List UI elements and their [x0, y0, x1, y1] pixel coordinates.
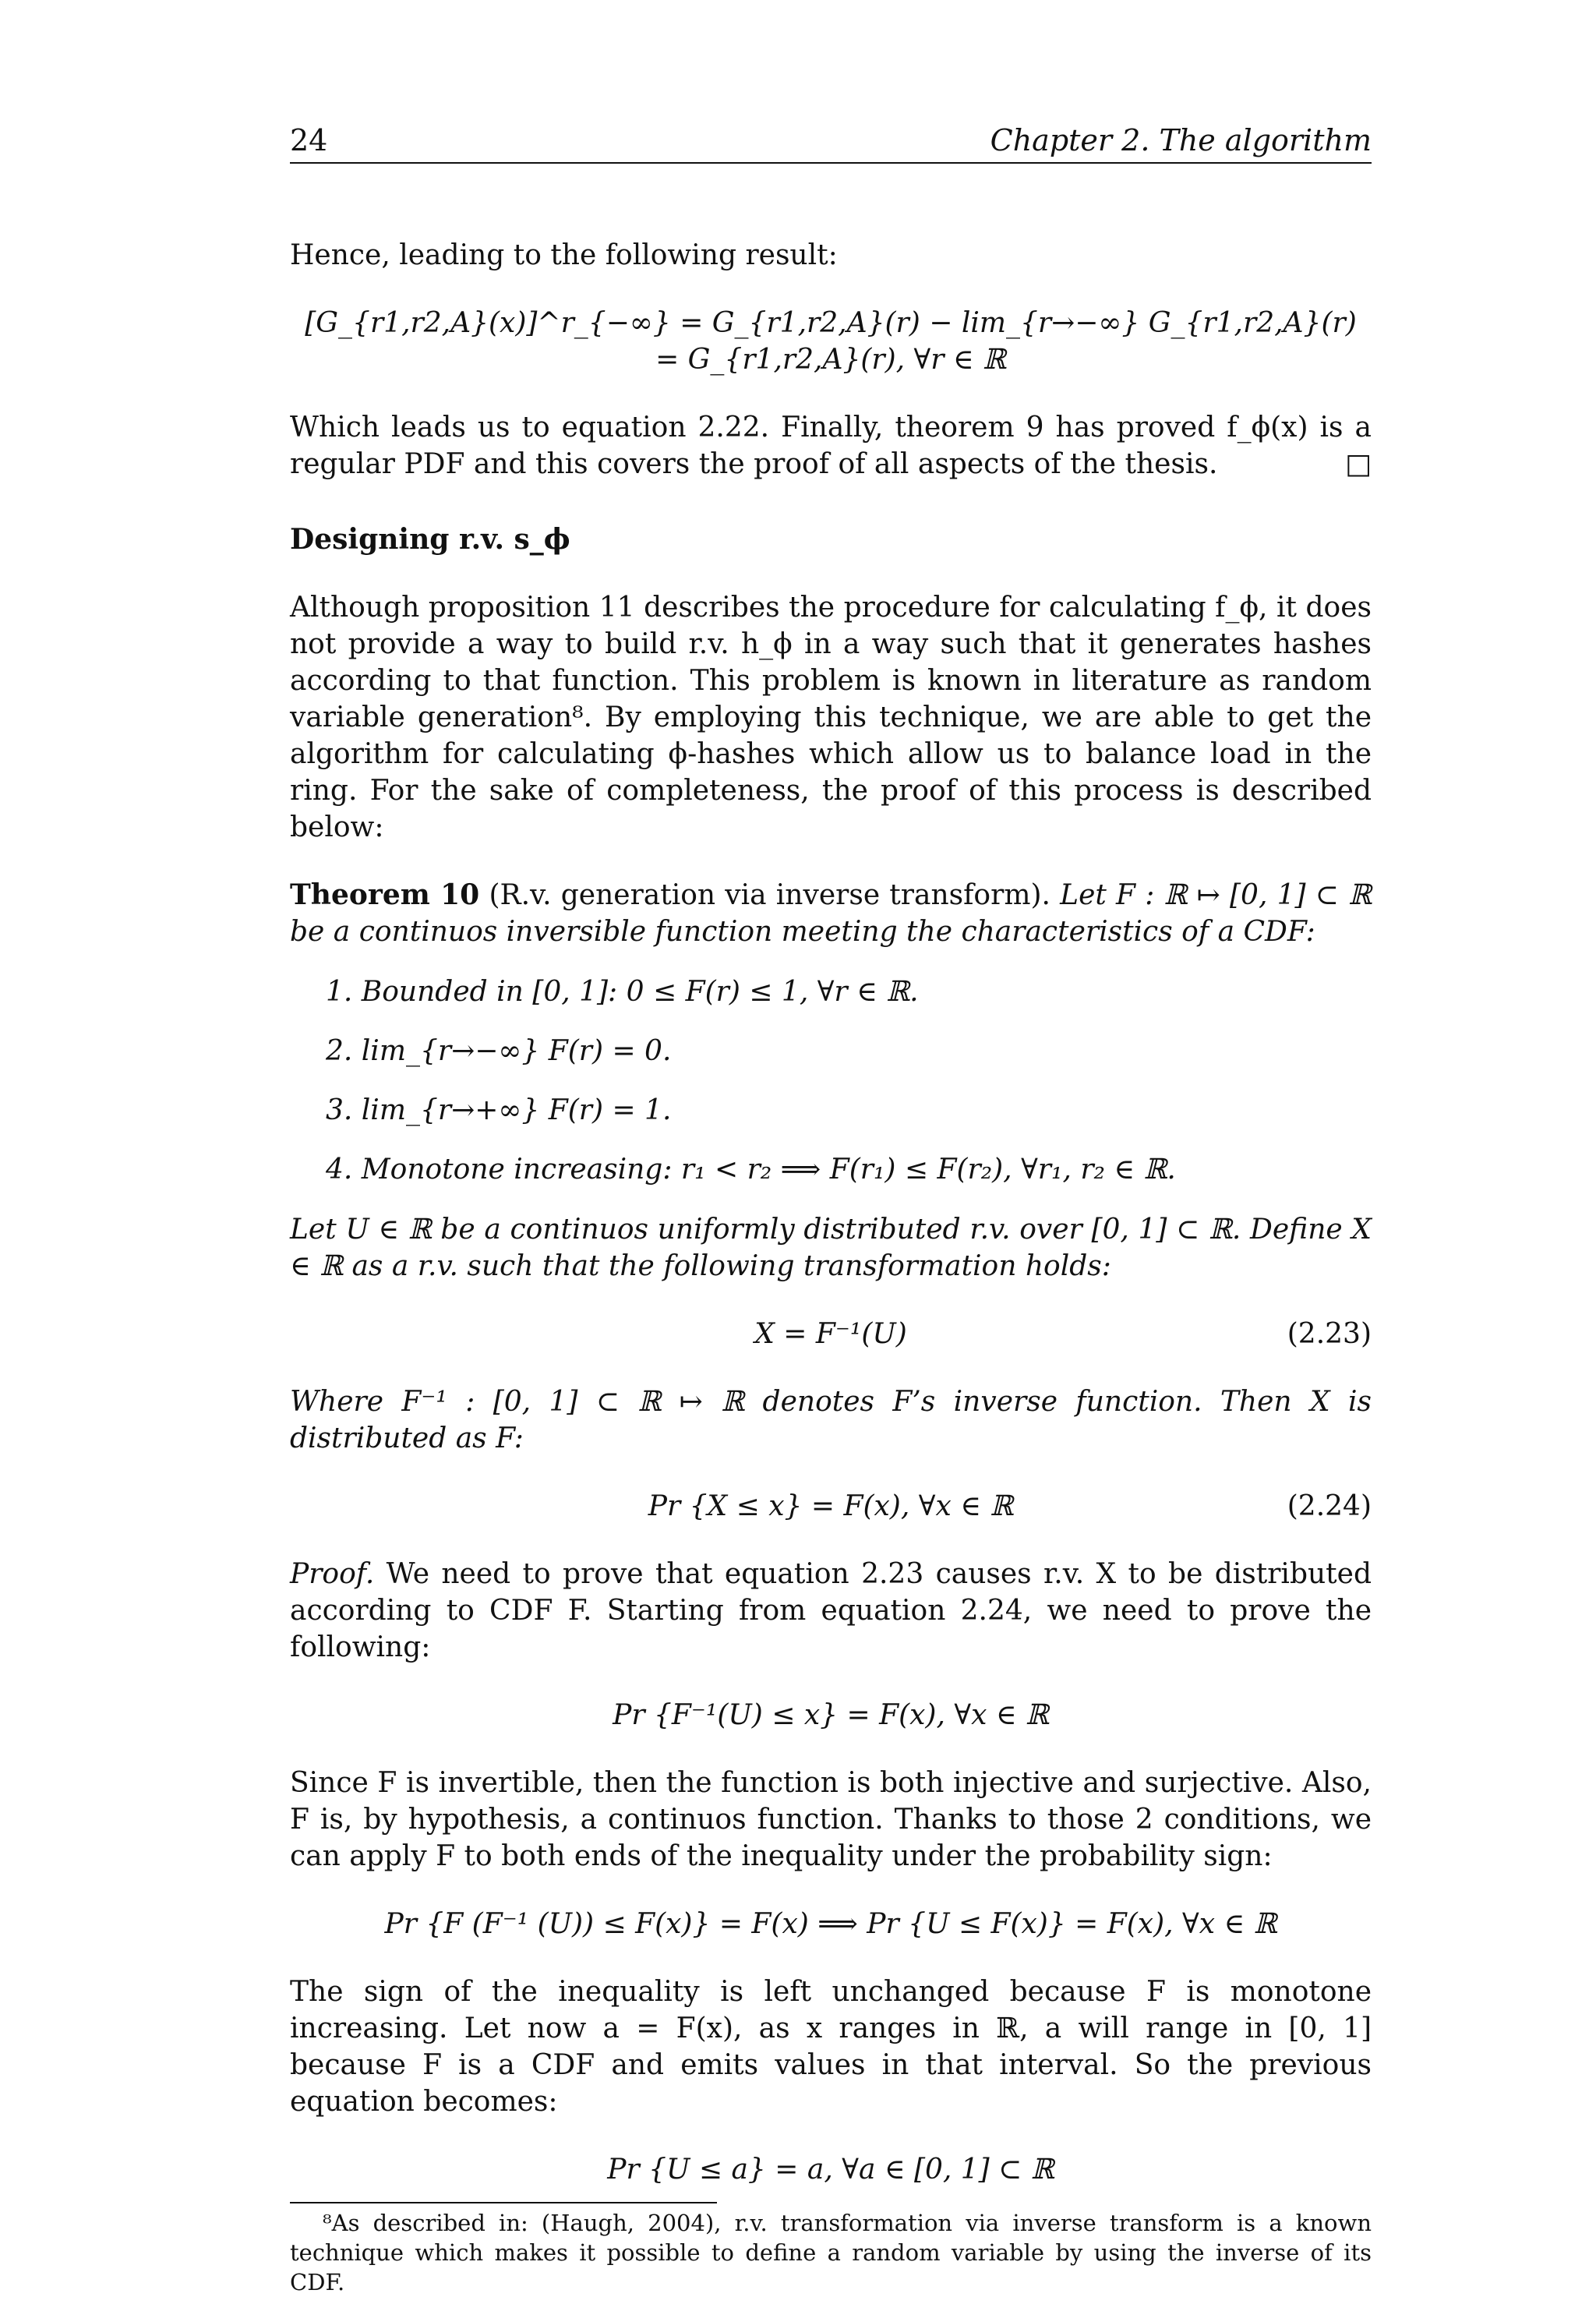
where-paragraph: Where F⁻¹ : [0, 1] ⊂ ℝ ↦ ℝ denotes F’s inverse function. Then X is distributed as F: — [290, 1386, 1372, 1454]
equation-2-23 — [290, 1316, 1372, 1352]
leads-paragraph-wrap — [290, 409, 1372, 482]
designing-paragraph: Although proposition 11 describes the procedure for calculating f_ϕ, it does not provide a way to build r.v. h_ϕ in a way such that it generates hashes according to that function. This problem is known in literature as random variable generation⁸. By employing this technique, we are able to get the algorithm for calculating ϕ-hashes which allow us to balance load in the ring. For the sake of completeness, the proof of this process is described below: — [290, 592, 1372, 843]
sign-paragraph: The sign of the inequality is left unchanged because F is monotone increasing. Let now a = F(x), as x ranges in ℝ, a will range in [0, 1] because F is a CDF and emits values in that interval. So the previous equation becomes: — [290, 1976, 1372, 2118]
equation-2-24-number: (2.24) — [1287, 1490, 1372, 1522]
list-item: 4. Monotone increasing: r₁ < r₂ ⟹ F(r₁) ≤ F(r₂), ∀r₁, r₂ ∈ ℝ. — [326, 1154, 1176, 1186]
list-item: 2. lim_{r→−∞} F(r) = 0. — [326, 1035, 672, 1067]
proof-label: Proof. — [290, 1558, 375, 1590]
page-content — [290, 123, 1372, 2297]
equation-2-24-body: Pr {X ≤ x} = F(x), ∀x ∈ ℝ — [648, 1490, 1014, 1522]
equation-proof-3: Pr {U ≤ a} = a, ∀a ∈ [0, 1] ⊂ ℝ — [607, 2154, 1054, 2186]
theorem-name: (R.v. generation via inverse transform). — [489, 879, 1050, 911]
section-title: Designing r.v. s_ϕ — [290, 523, 570, 556]
equation-proof-2: Pr {F (F⁻¹ (U)) ≤ F(x)} = F(x) ⟹ Pr {U ≤ F(x)} = F(x), ∀x ∈ ℝ — [384, 1908, 1277, 1940]
theorem-text: Let F : ℝ ↦ [0, 1] ⊂ ℝ be a continuos inversible function meeting the characteristics of a CDF: — [290, 879, 1372, 948]
qed-symbol: □ — [1344, 448, 1372, 480]
cdf-conditions-list — [290, 974, 1372, 1188]
equation-2-24 — [290, 1488, 1372, 1525]
leads-paragraph: Which leads us to equation 2.22. Finally, theorem 9 has proved f_ϕ(x) is a regular PDF and this covers the proof of all aspects of the thesis. — [290, 412, 1372, 480]
footnote-8: ⁸As described in: (Haugh, 2004), r.v. transformation via inverse transform is a known technique which makes it possible to define a random variable by using the inverse of its CDF. — [290, 2210, 1372, 2295]
equation-2-23-body: X = F⁻¹(U) — [754, 1318, 907, 1350]
chapter-title: Chapter 2. The algorithm — [990, 123, 1372, 157]
equation-result: [G_{r1,r2,A}(x)]^r_{−∞} = G_{r1,r2,A}(r) − lim_{r→−∞} G_{r1,r2,A}(r) = G_{r1,r2,A}(r), ∀r ∈ ℝ — [305, 307, 1357, 376]
let-u-paragraph: Let U ∈ ℝ be a continuos uniformly distributed r.v. over [0, 1] ⊂ ℝ. Define X ∈ ℝ as a r.v. such that the following transformation holds: — [290, 1214, 1372, 1282]
since-paragraph: Since F is invertible, then the function is both injective and surjective. Also, F is, by hypothesis, a continuos function. Thanks to those 2 conditions, we can apply F to both ends of the inequality under the probability sign: — [290, 1767, 1372, 1872]
equation-proof-1: Pr {F⁻¹(U) ≤ x} = F(x), ∀x ∈ ℝ — [613, 1699, 1049, 1731]
equation-2-23-number: (2.23) — [1287, 1318, 1372, 1350]
list-item: 1. Bounded in [0, 1]: 0 ≤ F(r) ≤ 1, ∀r ∈ ℝ. — [326, 976, 919, 1008]
proof-paragraph — [290, 1556, 1372, 1666]
page-number: 24 — [290, 123, 328, 157]
footnote-rule — [290, 2202, 717, 2203]
list-item: 3. lim_{r→+∞} F(r) = 1. — [326, 1094, 672, 1126]
intro-paragraph: Hence, leading to the following result: — [290, 239, 838, 271]
theorem-paragraph — [290, 877, 1372, 950]
proof-text: We need to prove that equation 2.23 causes r.v. X to be distributed according to CDF F. Starting from equation 2.24, we need to prove the following: — [290, 1558, 1372, 1663]
theorem-label: Theorem 10 — [290, 878, 480, 911]
running-header — [290, 123, 1372, 164]
